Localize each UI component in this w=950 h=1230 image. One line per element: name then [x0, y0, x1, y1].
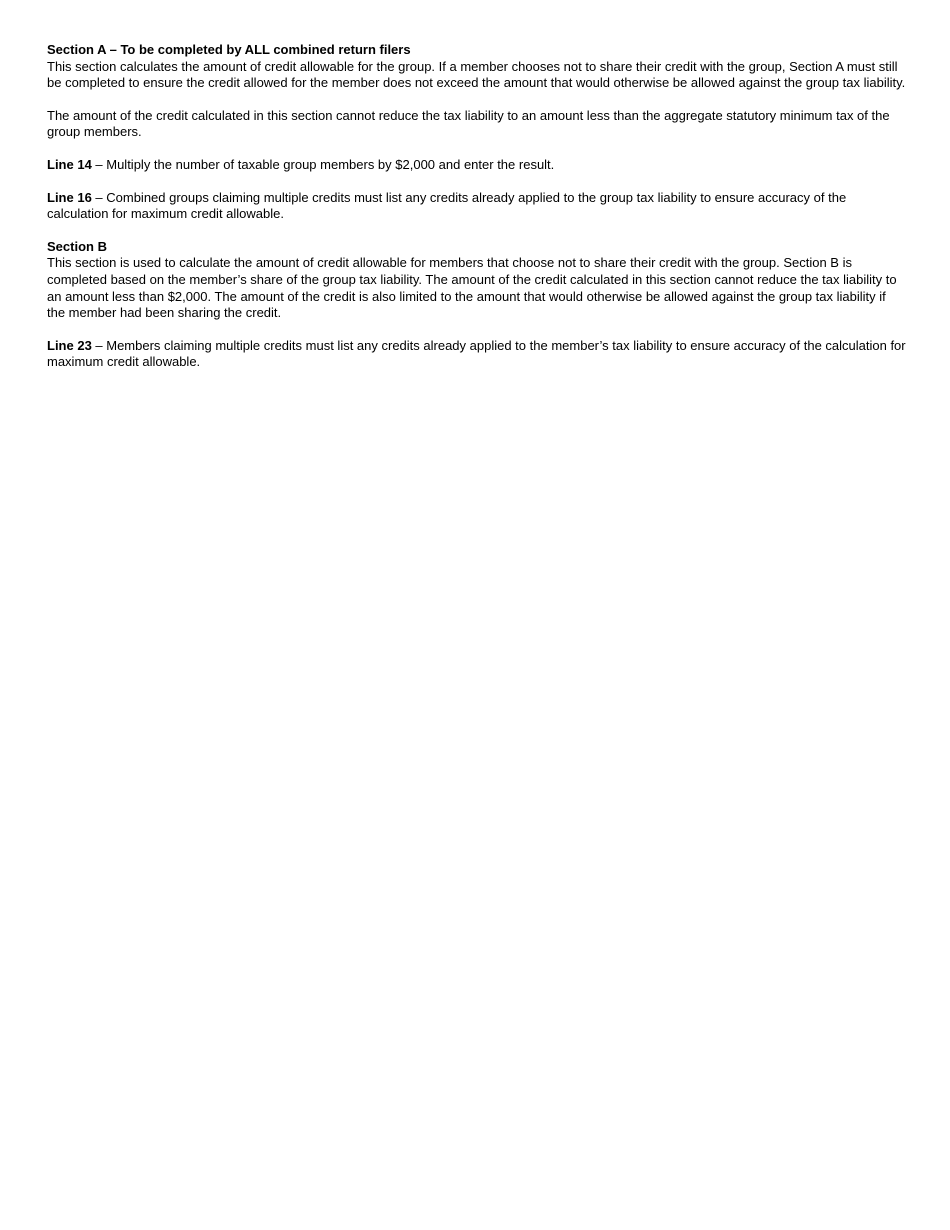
section-b-heading: Section B [47, 238, 107, 254]
section-a [47, 42, 907, 92]
section-a-heading: Section A – To be completed by ALL combined return filers [47, 42, 411, 57]
line-23-instruction [47, 338, 907, 371]
line-16-text: – Combined groups claiming multiple credits must list any credits already applied to the group tax liability to ensure accuracy of the calculation for maximum credit allowable. [47, 189, 847, 222]
section-b-paragraph-1: This section is used to calculate the amount of credit allowable for members that choose not to share their credit with the group. Section B is completed based on the member’s share of the group tax liability. The amount of the credit calculated in this section cannot reduce the tax liability to an amount less than $2,000. The amount of the credit is also limited to the amount that would otherwise be allowed against the group tax liability if the member had been sharing the credit. [47, 255, 897, 321]
line-23-text: – Members claiming multiple credits must list any credits already applied to the member’s tax liability to ensure accuracy of the calculation for maximum credit allowable. [47, 337, 906, 370]
section-a-paragraph-1: This section calculates the amount of credit allowable for the group. If a member chooses not to share their credit with the group, Section A must still be completed to ensure the credit allowed for the member does not exceed the amount that would otherwise be allowed against the group tax liability. [47, 58, 906, 91]
line-14-instruction [47, 157, 907, 174]
line-14-text: – Multiply the number of taxable group members by $2,000 and enter the result. [91, 156, 555, 172]
line-14-label: Line 14 [47, 156, 92, 172]
section-a-paragraph-2: The amount of the credit calculated in this section cannot reduce the tax liability to an amount less than the aggregate statutory minimum tax of the group members. [47, 107, 890, 140]
line-23-label: Line 23 [47, 337, 92, 353]
line-16-label: Line 16 [47, 189, 92, 205]
line-16-instruction [47, 190, 907, 223]
instructions-page [47, 42, 907, 371]
section-b [47, 239, 907, 322]
